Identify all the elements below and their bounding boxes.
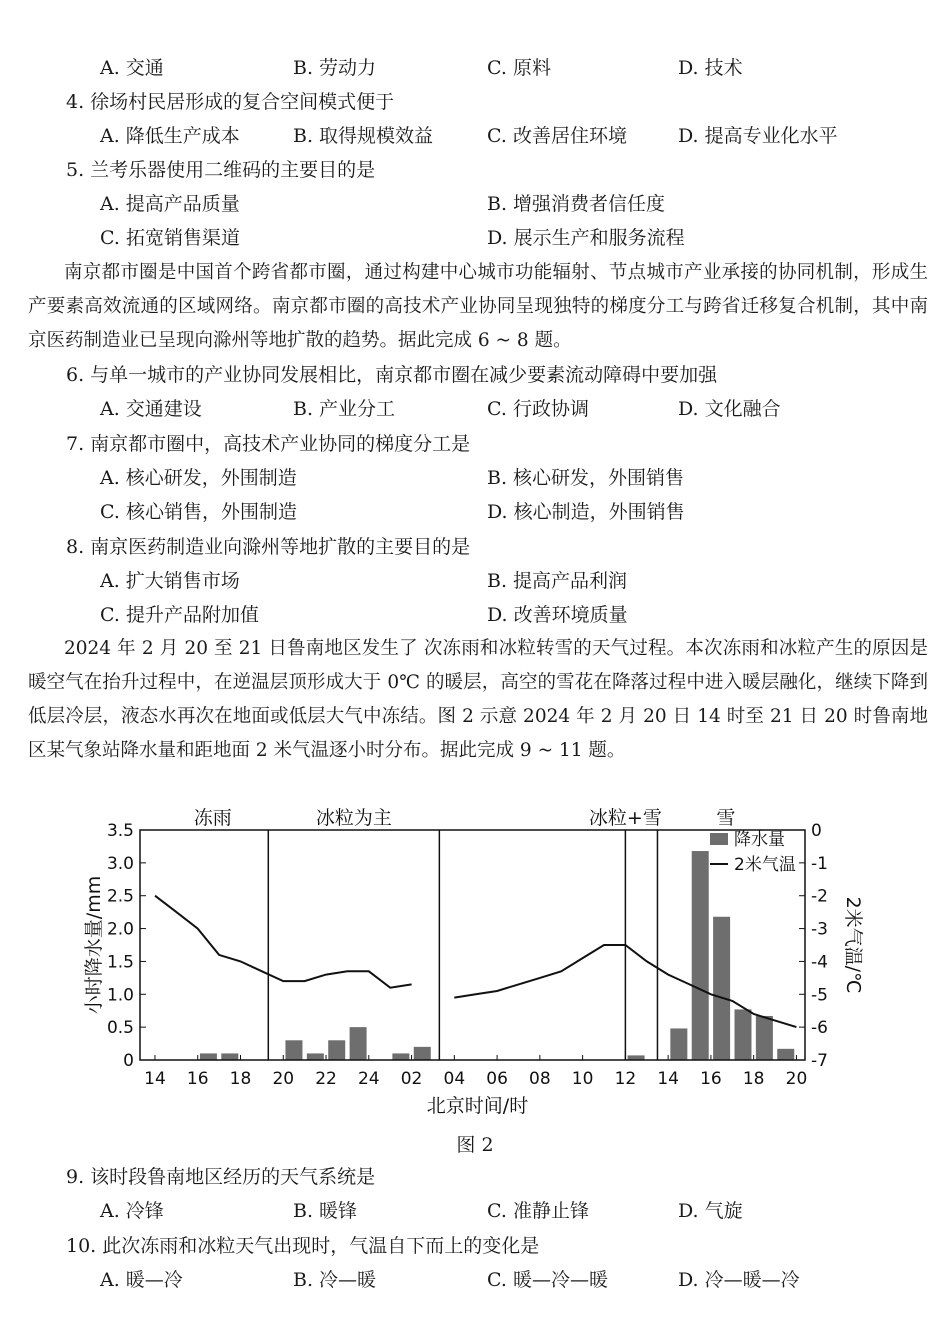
legend-swatch-precip [710,833,728,845]
precip-bar [756,1016,773,1060]
q7-option-c: C. 核心销售，外围制造 [100,501,297,523]
q6-option-d: D. 文化融合 [678,398,781,420]
left-tick-label: 2.0 [106,919,134,940]
q4-stem: 4. 徐场村民居形成的复合空间模式便于 [66,91,395,113]
x-tick-label: 24 [357,1069,380,1089]
left-tick-label: 0.5 [106,1018,134,1039]
left-tick-label: 1.5 [106,952,134,973]
q6-stem: 6. 与单一城市的产业协同发展相比，南京都市圈在减少要素流动障碍中要加强 [66,364,718,386]
q3-option-c: C. 原料 [487,57,551,79]
passage-nanjing: 南京都市圈是中国首个跨省都市圈，通过构建中心城市功能辐射、节点城市产业承接的协同机制，形成生产要素高效流通的区域网络。南京都市圈的高技术产业协同呈现独特的梯度分工与跨省迁移复合机制，其中南京医药制造业已呈现向滁州等地扩散的趋势。据此完成 6 ~ 8 题。 [28,262,928,351]
precip-bar [713,917,730,1060]
precip-bar [328,1040,345,1060]
q7-stem: 7. 南京都市圈中，高技术产业协同的梯度分工是 [66,433,471,455]
x-tick-label: 14 [144,1069,166,1089]
q10-option-a: A. 暖—冷 [100,1269,183,1291]
q7-option-a: A. 核心研发，外围制造 [100,467,297,489]
x-tick-label: 16 [186,1069,209,1089]
right-tick-label: -3 [811,919,828,940]
precip-bar [350,1027,367,1060]
figure-2-chart [80,800,864,1125]
right-tick-label: -2 [811,886,828,907]
precip-bar [200,1053,217,1060]
phase-label: 雪 [716,807,736,829]
q6-option-b: B. 产业分工 [293,398,396,420]
phase-label: 冰粒为主 [315,807,392,829]
x-tick-label: 20 [272,1069,295,1089]
q5-option-d: D. 展示生产和服务流程 [487,227,685,249]
q10-stem: 10. 此次冻雨和冰粒天气出现时，气温自下而上的变化是 [66,1235,540,1257]
precip-bar [734,1009,751,1060]
x-tick-label: 02 [400,1069,423,1089]
left-tick-label: 0 [123,1051,134,1071]
precip-bar [221,1053,238,1060]
precip-bar [392,1053,409,1060]
q3-option-b: B. 劳动力 [293,57,377,79]
q5-option-a: A. 提高产品质量 [100,193,240,215]
x-tick-label: 22 [315,1069,337,1089]
passage-freezing-rain: 2024 年 2 月 20 至 21 日鲁南地区发生了 次冻雨和冰粒转雪的天气过程。本次冻雨和冰粒产生的原因是暖空气在抬升过程中，在逆温层顶形成大于 0℃ 的暖层，高空的雪花在降落过程中进入暖层融化，继续下降到低层冷层，液态水再次在地面或低层大气中冻结。图 2 示意 2024 年 2 月 20 日 14 时至 21 日 20 时鲁南地区某气象站降水量和距地面 2 米气温逐小时分布。据此完成 9 ~ 11 题。 [28,638,928,761]
x-axis-title: 北京时间/时 [426,1095,529,1117]
q9-option-b: B. 暖锋 [293,1200,358,1222]
x-tick-label: 18 [229,1069,252,1089]
q6-option-a: A. 交通建设 [100,398,202,420]
legend-label-temp: 2米气温 [734,855,796,875]
q6-option-c: C. 行政协调 [487,398,589,420]
right-axis-title: 2米气温/℃ [842,896,864,994]
q7-option-b: B. 核心研发，外围销售 [487,467,685,489]
right-tick-label: -1 [811,853,828,874]
x-tick-label: 06 [486,1069,508,1089]
q5-option-c: C. 拓宽销售渠道 [100,227,240,249]
precip-bar [285,1040,302,1060]
x-tick-label: 20 [785,1069,808,1089]
q4-option-d: D. 提高专业化水平 [678,125,838,147]
x-tick-label: 04 [443,1069,466,1089]
q8-option-a: A. 扩大销售市场 [100,570,240,592]
right-tick-label: -4 [811,952,828,973]
x-tick-label: 18 [742,1069,765,1089]
precip-bar [777,1049,794,1060]
q10-option-c: C. 暖—冷—暖 [487,1269,608,1291]
q8-option-b: B. 提高产品利润 [487,570,628,592]
right-tick-label: 0 [811,821,822,841]
q4-option-b: B. 取得规模效益 [293,125,434,147]
right-tick-label: -5 [811,985,828,1006]
right-tick-label: -7 [811,1051,828,1071]
legend-label-precip: 降水量 [734,830,785,850]
q3-option-d: D. 技术 [678,57,743,79]
q9-option-a: A. 冷锋 [100,1200,164,1222]
q5-option-b: B. 增强消费者信任度 [487,193,666,215]
left-tick-label: 1.0 [106,985,134,1006]
right-tick-label: -6 [811,1018,828,1039]
q4-option-c: C. 改善居住环境 [487,125,627,147]
q9-stem: 9. 该时段鲁南地区经历的天气系统是 [66,1166,376,1188]
left-tick-label: 3.0 [106,853,134,874]
precip-bar [414,1047,431,1060]
q7-option-d: D. 核心制造，外围销售 [487,501,685,523]
phase-label: 冰粒+雪 [588,807,662,829]
q10-option-d: D. 冷—暖—冷 [678,1269,800,1291]
q10-option-b: B. 冷—暖 [293,1269,377,1291]
left-tick-label: 3.5 [106,821,134,841]
precip-bar [670,1028,687,1060]
precip-bar [307,1053,324,1060]
precip-bar [692,851,709,1060]
q8-stem: 8. 南京医药制造业向滁州等地扩散的主要目的是 [66,536,471,558]
q8-option-d: D. 改善环境质量 [487,604,628,626]
x-tick-label: 08 [529,1069,551,1089]
left-axis-title: 小时降水量/mm [83,875,105,1015]
q9-option-c: C. 准静止锋 [487,1200,589,1222]
x-tick-label: 12 [614,1069,637,1089]
q5-stem: 5. 兰考乐器使用二维码的主要目的是 [66,159,376,181]
temperature-line [155,896,412,988]
x-tick-label: 14 [657,1069,679,1089]
x-tick-label: 16 [700,1069,722,1089]
x-tick-label: 10 [571,1069,594,1089]
figure-caption: 图 2 [456,1134,494,1156]
q8-option-c: C. 提升产品附加值 [100,604,259,626]
left-tick-label: 2.5 [106,886,134,907]
phase-label: 冻雨 [193,807,232,829]
q3-option-a: A. 交通 [100,57,164,79]
q9-option-d: D. 气旋 [678,1200,743,1222]
q4-option-a: A. 降低生产成本 [100,125,240,147]
